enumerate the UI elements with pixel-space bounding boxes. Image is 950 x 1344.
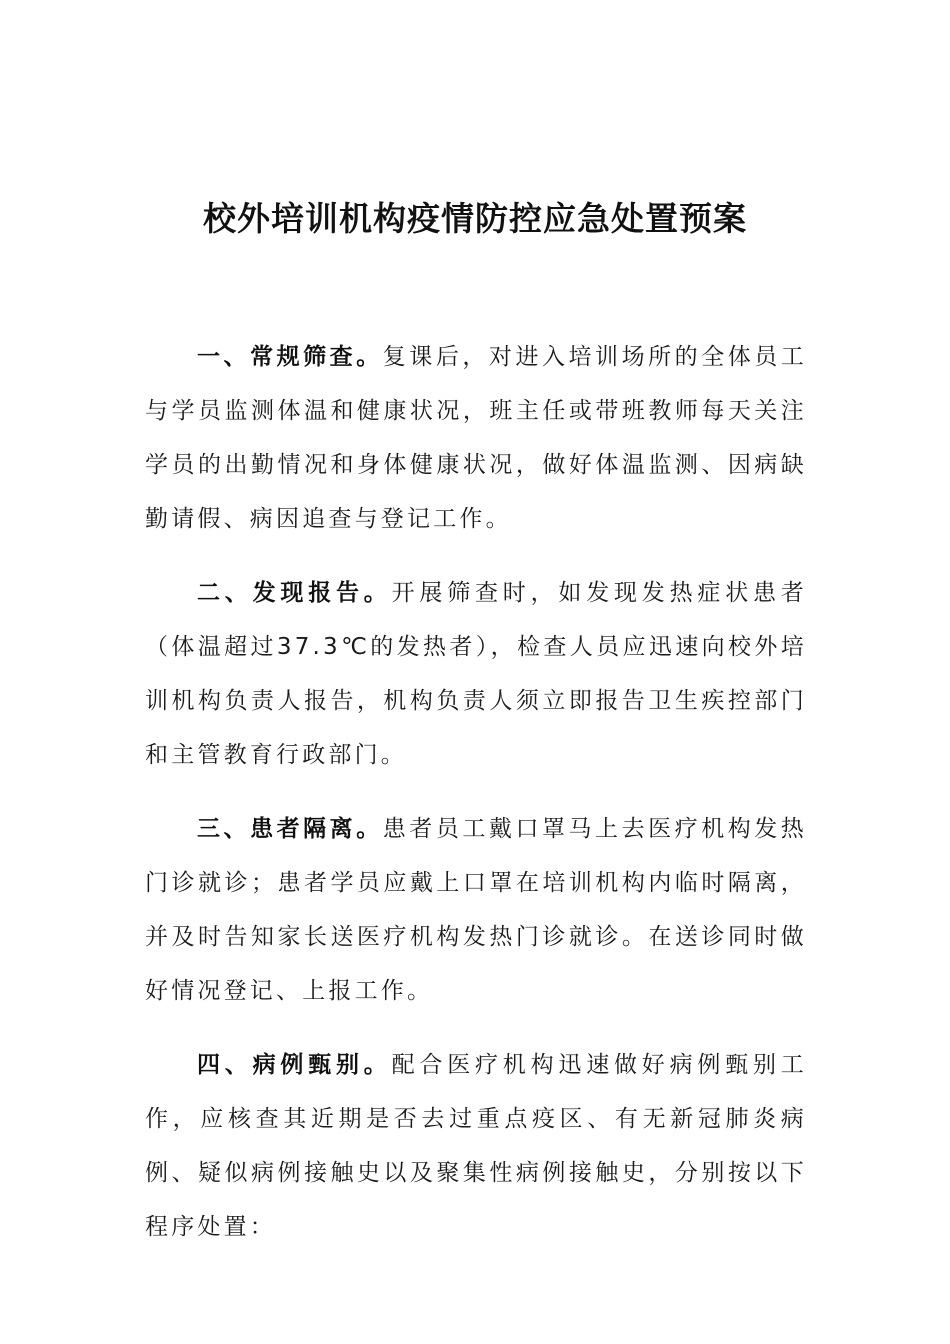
paragraph-case-screening [145, 1038, 807, 1254]
paragraph-discovery-report [145, 566, 807, 782]
paragraph-text: 复课后，对进入培训场所的全体员工与学员监测体温和健康状况，班主任或带班教师每天关注学员的出勤情况和身体健康状况，做好体温监测、因病缺勤请假、病因追查与登记工作。 [145, 344, 808, 532]
paragraph-text: 开展筛查时，如发现发热症状患者（体温超过37.3℃的发热者），检查人员应迅速向校外培训机构负责人报告，机构负责人须立即报告卫生疾控部门和主管教育行政部门。 [145, 580, 808, 768]
paragraph-text: 配合医疗机构迅速做好病例甄别工作，应核查其近期是否去过重点疫区、有无新冠肺炎病例、疑似病例接触史以及聚集性病例接触史，分别按以下程序处置： [145, 1052, 808, 1240]
document-title: 校外培训机构疫情防控应急处置预案 [203, 199, 747, 238]
paragraph-heading: 二、发现报告。 [197, 580, 392, 606]
paragraph-heading: 三、患者隔离。 [197, 816, 383, 842]
paragraph-text: 患者员工戴口罩马上去医疗机构发热门诊就诊；患者学员应戴上口罩在培训机构内临时隔离，并及时告知家长送医疗机构发热门诊就诊。在送诊同时做好情况登记、上报工作。 [145, 816, 808, 1004]
paragraph-routine-screening [145, 330, 807, 546]
paragraph-heading: 一、常规筛查。 [197, 344, 383, 370]
paragraph-patient-isolation [145, 802, 807, 1018]
document-body [145, 330, 807, 1274]
paragraph-heading: 四、病例甄别。 [197, 1052, 392, 1078]
